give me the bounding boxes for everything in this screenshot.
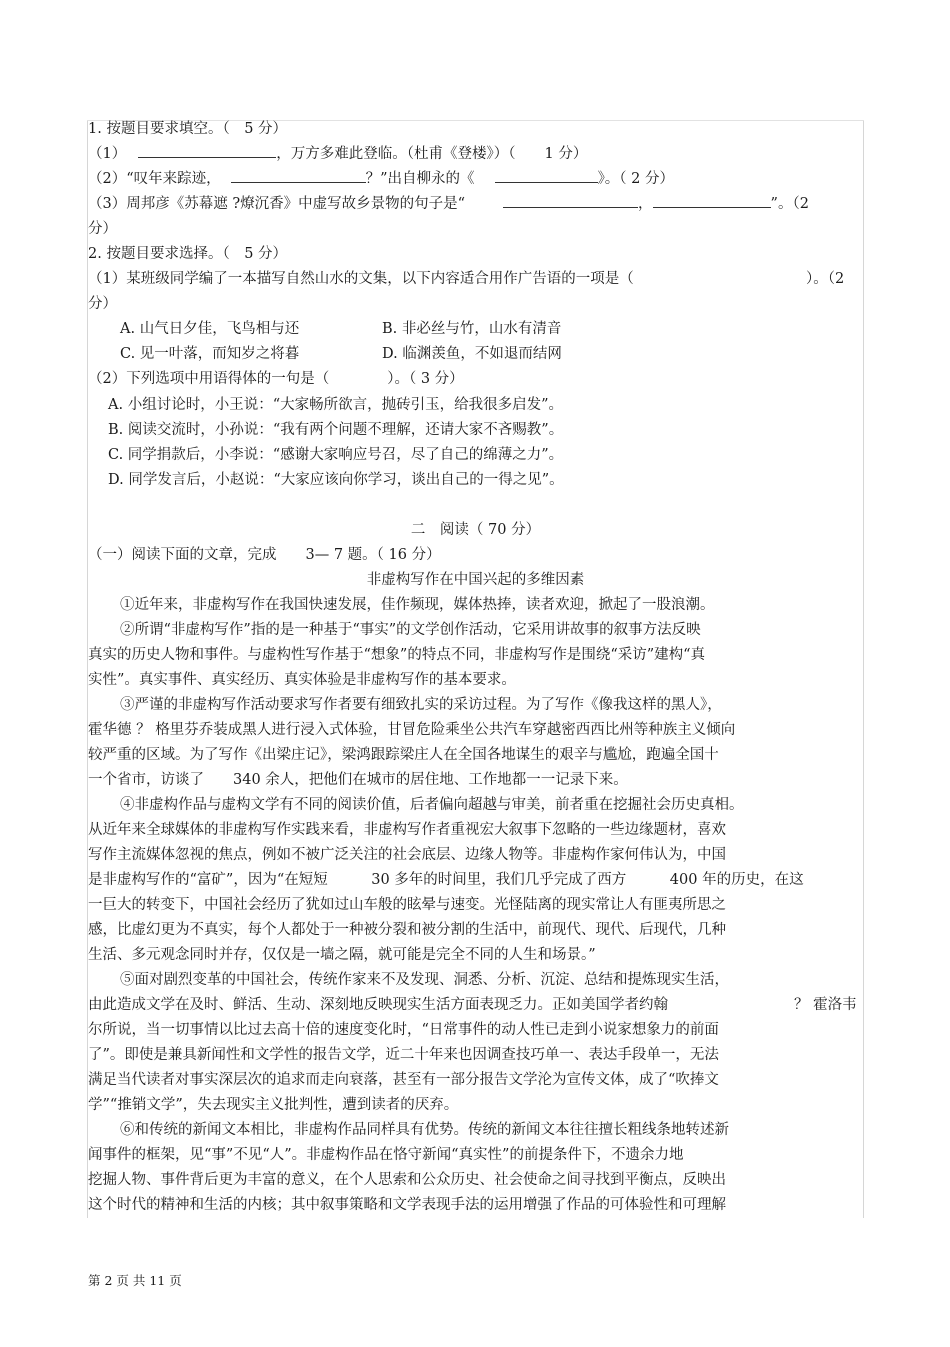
section-title: 二 阅读（ 70 分） — [410, 522, 541, 538]
q1-title: 1. 按题目要求填空。（ 5 分） — [88, 121, 288, 137]
article-line: 实性”。真实事件、真实经历、真实体验是非虚构写作的基本要求。 — [88, 672, 516, 688]
q1-part2-text-c: 》。（ 2 分） — [597, 171, 675, 187]
q1-part3-text-c: ”。（2 — [770, 196, 809, 212]
article-line: 这个时代的精神和生活的内核；其中叙事策略和文学表现手法的运用增强了作品的可体验性和可理解 — [88, 1197, 726, 1213]
article-line: 学”“推销文学”，失去现实主义批判性，遭到读者的厌弃。 — [88, 1097, 459, 1113]
q1-part2 — [88, 168, 674, 190]
page-number: 第 2 页 共 11 页 — [88, 1273, 182, 1288]
q1-part2-blank-a[interactable] — [231, 168, 366, 183]
article-line: 由此造成文学在及时、鲜活、生动、深刻地反映现实生活方面表现乏力。正如美国学者约翰 — [88, 997, 668, 1013]
article-line: ③严谨的非虚构写作活动要求写作者要有细致扎实的采访过程。为了写作《像我这样的黑人》， — [120, 697, 722, 713]
q1-part3-blank-a[interactable] — [503, 193, 638, 208]
article-line: 一巨大的转变下，中国社会经历了犹如过山车般的眩晕与速变。光怪陆离的现实常让人有匪夷所思之 — [88, 897, 726, 913]
article-line: 闻事件的框架，见“事”不见“人”。非虚构作品在恪守新闻“真实性”的前提条件下，不遗余力地 — [88, 1147, 684, 1163]
q1-part1-blank[interactable] — [138, 143, 276, 158]
article-line: 尔所说，当一切事情以比过去高十倍的速度变化时，“日常事件的动人性已走到小说家想象力的前面 — [88, 1022, 719, 1038]
article-line: 一个省市，访谈了 340 余人，把他们在城市的居住地、工作地都一一记录下来。 — [88, 772, 628, 788]
q2-part2-option-a: A. 小组讨论时，小王说：“大家畅所欲言，抛砖引玉，给我很多启发”。 — [108, 397, 564, 413]
article-line: ④非虚构作品与虚构文学有不同的阅读价值，后者偏向超越与审美，前者重在挖掘社会历史真相。 — [120, 797, 744, 813]
q2-part1-option-b: B. 非必丝与竹，山水有清音 — [382, 321, 562, 337]
article-line: 是非虚构写作的“富矿”，因为“在短短 30 多年的时间里，我们几乎完成了西方 400 年的历史，在这 — [88, 872, 804, 888]
q2-part1-tail: ）。（2 — [806, 271, 845, 287]
q2-part1-continued: 分） — [88, 296, 117, 312]
article-title: 非虚构写作在中国兴起的多维因素 — [366, 572, 585, 588]
article-line: 生活、多元观念同时并存，仅仅是一墙之隔，就可能是完全不同的人生和场景。” — [88, 947, 596, 963]
q1-part2-text-b: ？”出自柳永的《 — [365, 171, 475, 187]
article-line: ②所谓“非虚构写作”指的是一种基于“事实”的文学创作活动，它采用讲故事的叙事方法反映 — [120, 622, 701, 638]
q2-part1-option-d: D. 临渊羡鱼，不如退而结网 — [382, 346, 562, 362]
q2-part1: （1）某班级同学编了一本描写自然山水的文集，以下内容适合用作广告语的一项是（ — [88, 271, 634, 287]
q2-part1-option-c: C. 见一叶落，而知岁之将暮 — [120, 346, 300, 362]
article-line: 了”。即使是兼具新闻性和文学性的报告文学，近二十年来也因调查技巧单一、表达手段单一，无法 — [88, 1047, 719, 1063]
q2-part2-option-b: B. 阅读交流时，小孙说：“我有两个问题不理解，还请大家不吝赐教”。 — [108, 422, 564, 438]
reading-subtitle: （一）阅读下面的文章，完成 3— 7 题。（ 16 分） — [88, 547, 441, 563]
article-line: 从近年来全球媒体的非虚构写作实践来看，非虚构写作者重视宏大叙事下忽略的一些边缘题材，喜欢 — [88, 822, 726, 838]
q2-title: 2. 按题目要求选择。（ 5 分） — [88, 246, 288, 262]
article-line: 较严重的区域。为了写作《出梁庄记》，梁鸿跟踪梁庄人在全国各地谋生的艰辛与尴尬，跑遍全国十 — [88, 747, 719, 763]
page-border-right — [863, 120, 864, 1218]
article-line: ①近年来，非虚构写作在我国快速发展，佳作频现，媒体热捧，读者欢迎，掀起了一股浪潮。 — [120, 597, 715, 613]
article-line-tail: ？ 霍洛韦 — [794, 997, 857, 1013]
article-line: 霍华德 ？ 格里芬乔装成黑人进行浸入式体验，甘冒危险乘坐公共汽车穿越密西西比州等种族主义倾向 — [88, 722, 736, 738]
article-line: ⑤面对剧烈变革的中国社会，传统作家来不及发现、洞悉、分析、沉淀、总结和提炼现实生活， — [120, 972, 729, 988]
q1-part3-blank-b[interactable] — [653, 193, 771, 208]
q1-part2-text-a: （2）“叹年来踪迹， — [88, 171, 221, 187]
q1-part3-continued: 分） — [88, 221, 117, 237]
q1-part1-label: （1） — [88, 146, 127, 162]
article-line: 写作主流媒体忽视的焦点，例如不被广泛关注的社会底层、边缘人物等。非虚构作家何伟认为，中国 — [88, 847, 726, 863]
q2-part2-option-c: C. 同学捐款后，小李说：“感谢大家响应号召，尽了自己的绵薄之力”。 — [108, 447, 564, 463]
article-line: 满足当代读者对事实深层次的追求而走向衰落，甚至有一部分报告文学沦为宣传文体，成了“吹捧文 — [88, 1072, 719, 1088]
q1-part2-blank-b[interactable] — [495, 168, 598, 183]
article-line: 感，比虚幻更为不真实，每个人都处于一种被分裂和被分割的生活中，前现代、现代、后现代，几种 — [88, 922, 726, 938]
q1-part1 — [88, 143, 587, 165]
q1-part3-text-a: （3）周邦彦《苏幕遮 ?燎沉香》中虚写故乡景物的句子是“ — [88, 196, 466, 212]
article-line: ⑥和传统的新闻文本相比，非虚构作品同样具有优势。传统的新闻文本往往擅长粗线条地转述新 — [120, 1122, 729, 1138]
article-line: 挖掘人物、事件背后更为丰富的意义，在个人思索和公众历史、社会使命之间寻找到平衡点，反映出 — [88, 1172, 726, 1188]
q2-part2: （2）下列选项中用语得体的一句是（ ）。（ 3 分） — [88, 371, 464, 387]
q2-part2-option-d: D. 同学发言后，小赵说：“大家应该向你学习，谈出自己的一得之见”。 — [108, 472, 564, 488]
q1-part1-text: ，万方多难此登临。（杜甫《登楼》）（ 1 分） — [276, 146, 588, 162]
q2-part1-option-a: A. 山气日夕佳，飞鸟相与还 — [120, 321, 300, 337]
q1-part3 — [88, 193, 809, 215]
article-line: 真实的历史人物和事件。与虚构性写作基于“想象”的特点不同，非虚构写作是围绕“采访”建构“真 — [88, 647, 706, 663]
q1-part3-comma: ， — [638, 196, 653, 212]
